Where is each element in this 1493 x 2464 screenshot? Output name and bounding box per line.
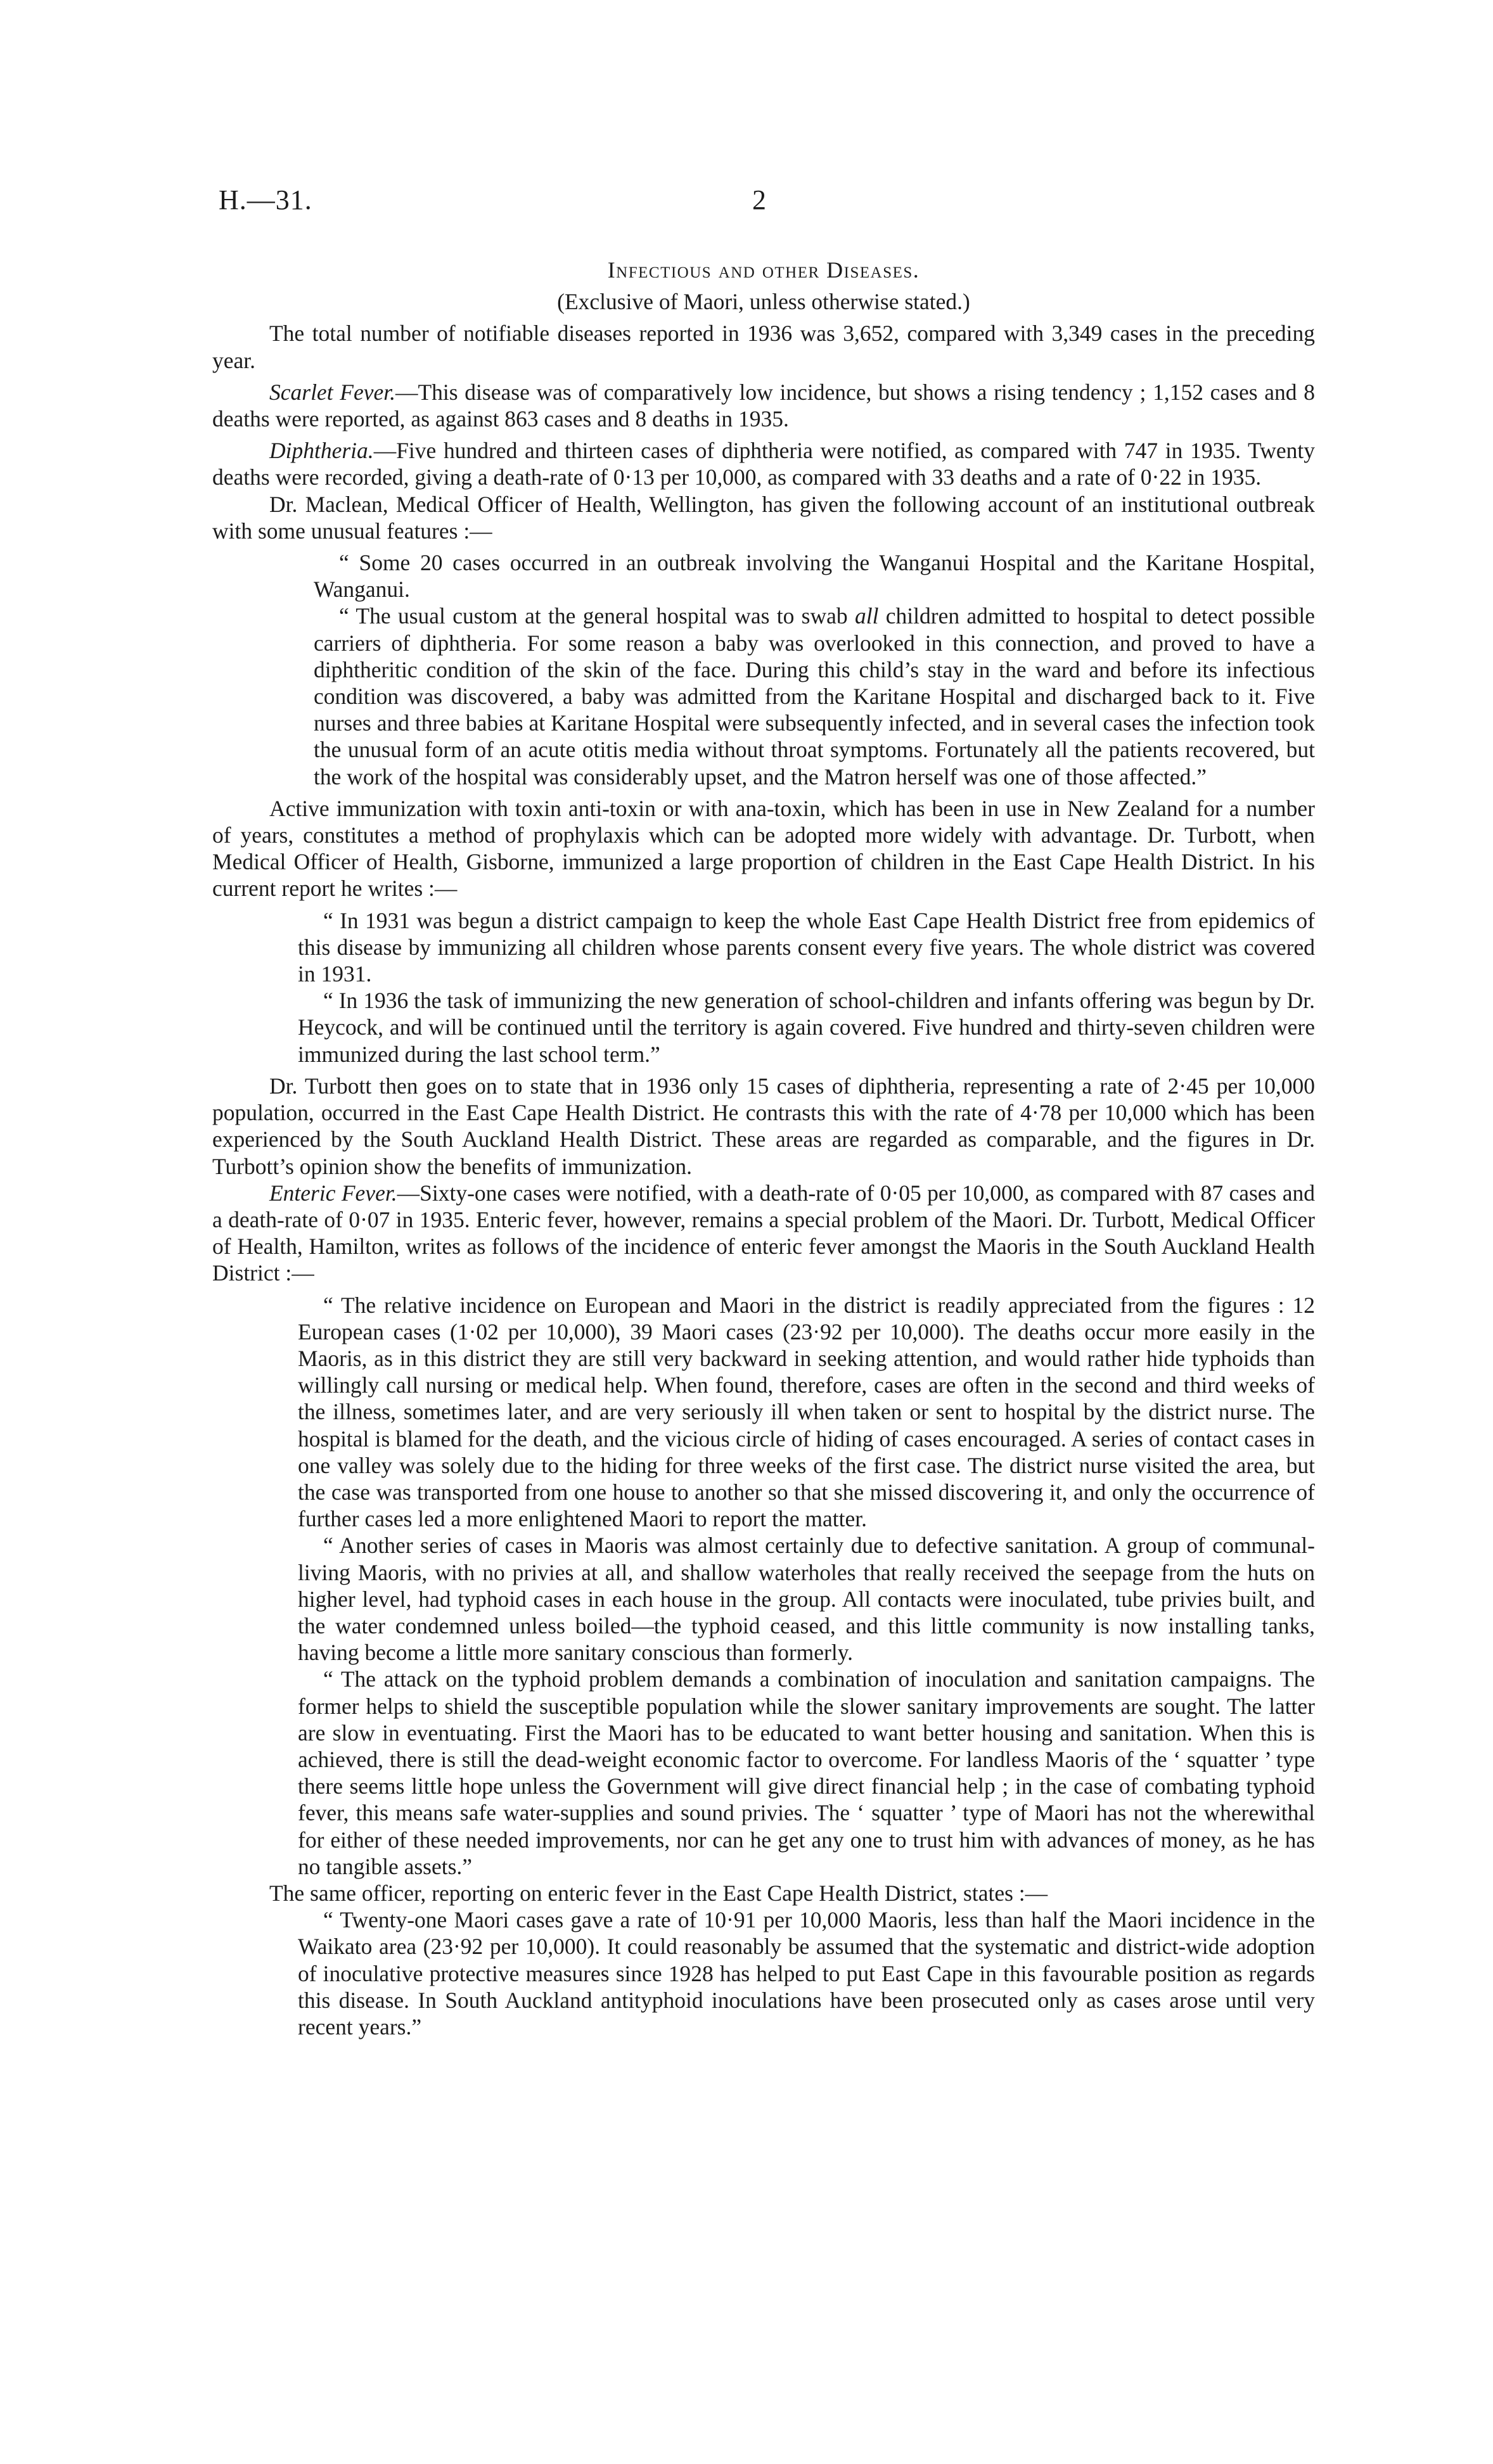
paragraph-maclean-intro: Dr. Maclean, Medical Officer of Health, Wellington, has given the following account of an institutional outbreak with some unusual features :—	[212, 491, 1315, 544]
paragraph-enteric-fever: Enteric Fever.—Sixty-one cases were notified, with a death-rate of 0·05 per 10,000, as compared with 87 cases and a death-rate of 0·07 in 1935. Enteric fever, however, remains a special problem of the Maori. Dr. Turbott, Medical Officer of Health, Hamilton, writes as follows of the incidence of enteric fever amongst the Maoris in the South Auckland Health District :—	[212, 1180, 1316, 1286]
quote-paragraph: “ Some 20 cases occurred in an outbreak involving the Wanganui Hospital and the Karitane Hospital, Wanganui.	[314, 550, 1315, 603]
paragraph-scarlet-fever: Scarlet Fever.—This disease was of comparatively low incidence, but shows a rising tendency ; 1,152 cases and 8 deaths were reported, as against 863 cases and 8 deaths in 1935.	[212, 379, 1315, 432]
enteric-fever-label: Enteric Fever.	[269, 1180, 397, 1206]
paragraph-turbott-diphtheria: Dr. Turbott then goes on to state that in 1936 only 15 cases of diphtheria, representing a rate of 2·45 per 10,000 population, occurred in the East Cape Health District. He contrasts this with the rate of 4·78 per 10,000 which has been experienced by the South Auckland Health District. These areas are regarded as comparable, and the figures in Dr. Turbott’s opinion show the benefits of immunization.	[212, 1073, 1315, 1179]
scarlet-fever-label: Scarlet Fever.	[269, 379, 395, 405]
quote-south-auckland-enteric	[212, 1292, 1315, 1880]
quote-wanganui-outbreak	[212, 549, 1315, 790]
paragraph-active-immunization: Active immunization with toxin anti-toxin or with ana-toxin, which has been in use in New Zealand for a number of years, constitutes a method of prophylaxis which can be adopted more widely with advantage. Dr. Turbott, when Medical Officer of Health, Gisborne, immunized a large proportion of children in the East Cape Health District. In his current report he writes :—	[212, 795, 1315, 902]
quote-paragraph: “ In 1936 the task of immunizing the new generation of school-children and infants offering was begun by Dr. Heycock, and will be continued until the territory is again covered. Five hundred and thirty-seven children were immunized during the last school term.”	[298, 988, 1315, 1067]
quote-paragraph: “ Another series of cases in Maoris was almost certainly due to defective sanitation. A group of communal-living Maoris, with no privies at all, and shallow waterholes that really received the seepage from the huts on higher level, had typhoid cases in each house in the group. All contacts were inoculated, tube privies built, and the water condemned unless boiled—the typhoid ceased, and this little community is now installing tanks, having become a little more sanitary conscious than formerly.	[298, 1533, 1315, 1666]
quote-east-cape-campaign	[212, 907, 1315, 1068]
quote-paragraph: “ Twenty-one Maori cases gave a rate of 10·91 per 10,000 Maoris, less than half the Maori incidence in the Waikato area (23·92 per 10,000). It could reasonably be assumed that the systematic and district-wide adoption of inoculative protective measures since 1928 has helped to put East Cape in this favourable position as regards this disease. In South Auckland antityphoid inoculations have been prosecuted only as cases arose until very recent years.”	[298, 1907, 1315, 2040]
section-subtitle: (Exclusive of Maori, unless otherwise stated.)	[557, 289, 970, 315]
page-number: 2	[752, 184, 766, 215]
quote-paragraph: “ The attack on the typhoid problem demands a combination of inoculation and sanitation campaigns. The former helps to shield the susceptible population while the slower sanitary improvements are sought. The latter are slow in eventuating. First the Maori has to be educated to want better housing and sanitation. When this is achieved, there is still the dead-weight economic factor to overcome. For landless Maoris of the ‘ squatter ’ type there seems little hope unless the Government will give direct financial help ; in the case of combating typhoid fever, this means safe water-supplies and sound privies. The ‘ squatter ’ type of Maori has not the wherewithal for either of these needed improvements, nor can he get any one to trust him with advances of money, as he has no tangible assets.”	[298, 1666, 1315, 1879]
paragraph-same-officer: The same officer, reporting on enteric fever in the East Cape Health District, states :—	[269, 1880, 1048, 1906]
document-body	[212, 257, 1315, 2040]
quote-paragraph: “ The usual custom at the general hospital was to swab all children admitted to hospital to detect possible carriers of diphtheria. For some reason a baby was overlooked in this connection, and proved to have a diphtheritic condition of the skin of the face. During this child’s stay in the ward and before its infectious condition was discovered, a baby was admitted from the Karitane Hospital and discharged back to it. Five nurses and three babies at Karitane Hospital were subsequently infected, and in several cases the infection took the unusual form of an acute otitis media without throat symptoms. Fortunately all the patients recovered, but the work of the hospital was considerably upset, and the Matron herself was one of those affected.”	[314, 603, 1315, 789]
quote-paragraph: “ The relative incidence on European and Maori in the district is readily appreciated from the figures : 12 European cases (1·02 per 10,000), 39 Maori cases (23·92 per 10,000). The deaths occur more easily in the Maoris, as in this district they are still very backward in seeking attention, and would rather hide typhoids than willingly call nursing or medical help. When found, therefore, cases are often in the second and third weeks of the illness, sometimes later, and are very seriously ill when taken or sent to hospital by the district nurse. The hospital is blamed for the death, and the vicious circle of hiding of cases encouraged. A series of contact cases in one valley was solely due to the hiding for three weeks of the first case. The district nurse visited the area, but the case was transported from one house to another so that she missed discovering it, and only the occurrence of further cases led a more enlightened Maori to report the matter.	[298, 1292, 1315, 1532]
document-reference: H.—31.	[219, 184, 312, 215]
diphtheria-label: Diphtheria.	[269, 438, 374, 464]
page-header	[219, 184, 1315, 234]
quote-paragraph: “ In 1931 was begun a district campaign to keep the whole East Cape Health District free from epidemics of this disease by immunizing all children whose parents consent every five years. The whole district was covered in 1931.	[298, 907, 1315, 987]
paragraph-notifiable-total: The total number of notifiable diseases reported in 1936 was 3,652, compared with 3,349 cases in the preceding year.	[212, 321, 1315, 373]
quote-east-cape-enteric	[212, 1906, 1315, 2040]
paragraph-diphtheria: Diphtheria.—Five hundred and thirteen cases of diphtheria were notified, as compared with 747 in 1935. Twenty deaths were recorded, giving a death-rate of 0·13 per 10,000, as compared with 33 deaths and a rate of 0·22 in 1935.	[212, 438, 1315, 490]
section-title: Infectious and other Diseases.	[607, 257, 920, 283]
